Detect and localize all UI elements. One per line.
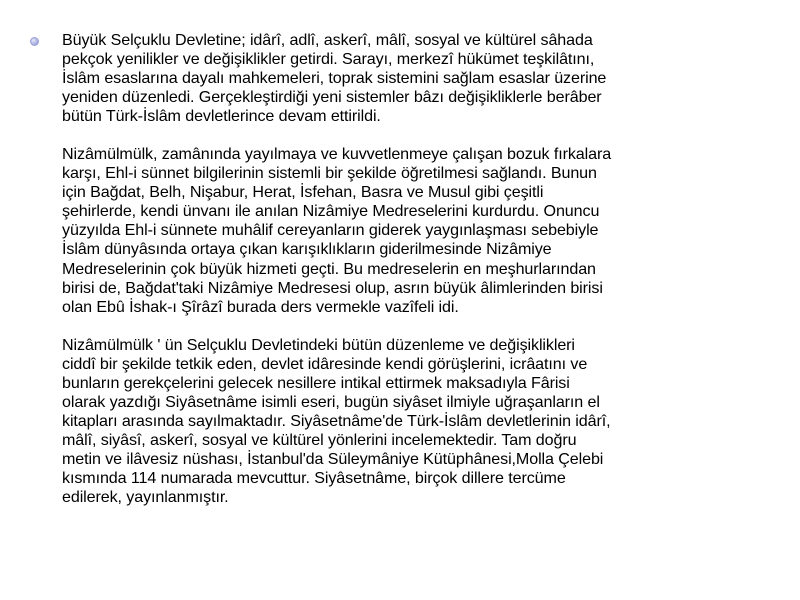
paragraph-reforms: Büyük Selçuklu Devletine; idârî, adlî, askerî, mâlî, sosyal ve kültürel sâhada pekçok yenilikler ve değişiklikler getirdi. Sarayı, merkezî hükümet teşkilâtını, İslâm esaslarına dayalı mahkemeleri, toprak sistemini sağlam esaslar üzerine yeniden düzenledi. Gerçekleştirdiği yeni sistemler bâzı değişikliklerle berâber bütün Türk-İslâm devletlerince devam ettirildi.: [62, 31, 607, 126]
bullet-list: [28, 31, 768, 507]
paragraph-nizamiye-medreseleri: Nizâmülmülk, zamânında yayılmaya ve kuvvetlenmeye çalışan bozuk fırkalara karşı, Ehl-i sünnet bilgilerinin sistemli bir şekilde öğretilmesi sağlandı. Bunun için Bağdat, Belh, Nişabur, Herat, İsfehan, Basra ve Musul gibi çeşitli şehirlerde, kendi ünvanı ile anılan Nizâmiye Medreselerini kurdurdu. Onuncu yüzyılda Ehl-i sünnete muhâlif cereyanların giderek yaygınlaşması sebebiyle İslâm dünyâsında ortaya çıkan karışıklıkların giderilmesinde Nizâmiye Medreselerinin çok büyük hizmeti geçti. Bu medreselerin en meşhurlarından birisi de, Bağdat'taki Nizâmiye Medresesi olup, asrın büyük âlimlerinden birisi olan Ebû İshak-ı Şîrâzî burada ders vermekle vazîfeli idi.: [62, 145, 612, 316]
bullet-icon: [30, 37, 39, 46]
paragraph-siyasetname: Nizâmülmülk ' ün Selçuklu Devletindeki bütün düzenleme ve değişiklikleri ciddî bir şekilde tetkik eden, devlet idâresinde kendi görüşlerini, icrâatını ve bunların gerekçelerini gelecek nesillere intikal ettirmek maksadıyla Fârisi olarak yazdığı Siyâsetnâme isimli eseri, bugün siyâset ilmiyle uğraşanların el kitapları arasında sayılmaktadır. Siyâsetnâme'de Türk-İslâm devletlerinin idârî, mâlî, siyâsî, askerî, sosyal ve kültürel yönlerini incelemektedir. Tam doğru metin ve ilâvesiz nüshası, İstanbul'da Süleymâniye Kütüphânesi,Molla Çelebi kısmında 114 numarada mevcuttur. Siyâsetnâme, birçok dillere tercüme edilerek, yayınlanmıştır.: [62, 335, 611, 507]
bullet-item: [28, 31, 768, 507]
